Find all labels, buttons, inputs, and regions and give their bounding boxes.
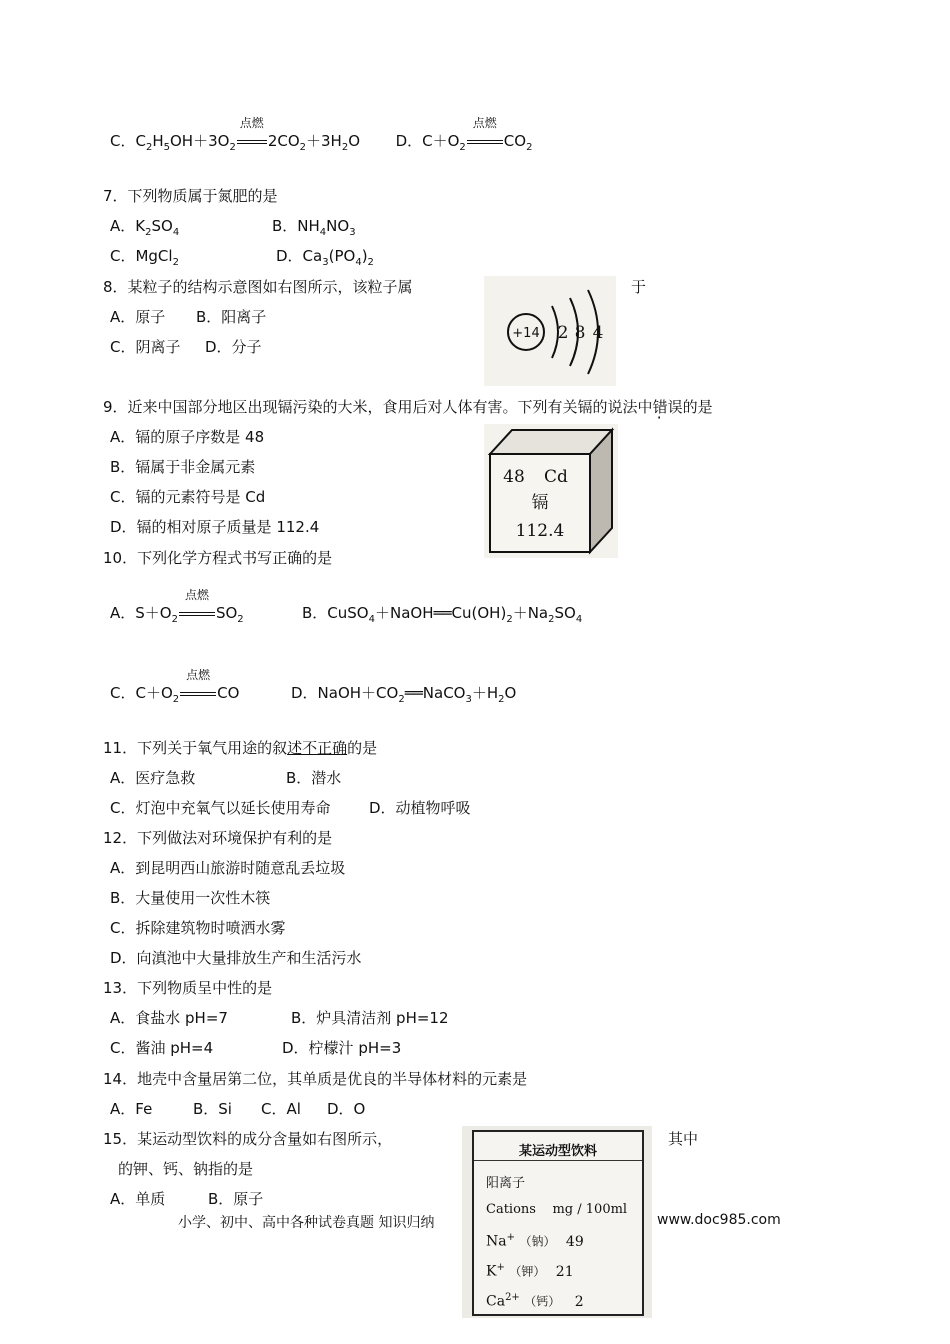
q10-option-b: B．$CuSO_4+NaOH══Cu(OH)_2+Na_2SO_4$ (302, 604, 583, 625)
q10-d-end: ＋H (471, 684, 499, 702)
q11-stem (103, 738, 377, 758)
shell-electrons-1: 2 (557, 323, 569, 343)
nucleus-charge: +14 (512, 326, 540, 341)
element-tile-svg (484, 424, 618, 558)
q10-d-post: ══NaCO (404, 684, 466, 702)
ion-symbol: Ca (486, 1293, 506, 1310)
atomic-mass: 112.4 (515, 521, 565, 541)
q10-a-arrow (178, 588, 216, 623)
drink-label-section: 阳离子 (486, 1176, 526, 1191)
q10-option-a: A．$S+O_2$ 点燃 $SO_2$ (110, 588, 244, 625)
q8-option-c: C．阴离子 (110, 338, 181, 356)
q6-d-arrow (466, 116, 504, 151)
q10-option-d: D．$NaOH+CO_2══NaCO_3+H_2O$ (291, 684, 517, 705)
q6-c-condition: 点燃 (239, 116, 264, 130)
q11-stem-emphasis: 述不正确 (287, 739, 348, 757)
q10-b-tail: SO (554, 604, 576, 622)
q15-stem-line2: 的钾、钙、钠指的是 (118, 1160, 254, 1178)
q15-option-b: B．原子 (208, 1190, 264, 1208)
cadmium-element-tile (484, 424, 618, 558)
q9-option-b: B．镉属于非金属元素 (110, 458, 256, 476)
q15-stem-tail: 其中 (668, 1130, 699, 1148)
element-name: 镉 (531, 493, 549, 513)
drink-label-row-ca (486, 1292, 584, 1310)
ion-value: 2 (574, 1293, 584, 1310)
ion-charge: + (496, 1262, 505, 1273)
q11-option-a: A．医疗急救 (110, 769, 196, 787)
q10-b-pre: B．CuSO (302, 604, 369, 622)
q6-c-arrow (236, 116, 268, 151)
drink-label-row-k (486, 1262, 574, 1280)
q8-option-a: A．原子 (110, 308, 166, 326)
q13-option-a: A．食盐水 pH=7 (110, 1009, 228, 1027)
drink-label-image (462, 1126, 652, 1318)
ion-symbol: K (486, 1263, 497, 1280)
q9-stem (103, 397, 713, 417)
q7-option-a: A．$K_2SO_4$ (110, 217, 180, 238)
q7-c-text: C．MgCl (110, 247, 173, 265)
drink-label-row-na (486, 1232, 584, 1250)
q7-option-b: B．$NH_4NO_3$ (272, 217, 356, 238)
ion-charge: + (506, 1232, 515, 1243)
drink-label-frame (472, 1130, 644, 1316)
q9-stem-post: 的是 (682, 398, 713, 416)
q9-stem-emphasis: 错误 (652, 398, 683, 416)
q12-option-d: D．向滇池中大量排放生产和生活污水 (110, 949, 362, 967)
shell-electrons-2: 8 (574, 323, 586, 343)
q8-stem: 8．某粒子的结构示意图如右图所示，该粒子属 (103, 278, 413, 296)
q8-stem-tail: 于 (631, 278, 647, 296)
q10-c-post: CO (217, 684, 240, 702)
q10-c-condition: 点燃 (186, 668, 211, 682)
q8-option-d: D．分子 (205, 338, 262, 356)
q12-stem: 12．下列做法对环境保护有利的是 (103, 829, 333, 847)
q6-d-label: D．C＋O (395, 132, 460, 150)
q14-option-a: A．Fe (110, 1100, 153, 1118)
footer-left-text: 小学、初中、高中各种试卷真题 知识归纳 (178, 1215, 435, 1231)
q14-option-d: D．O (327, 1100, 366, 1118)
ion-name: （钙） (524, 1294, 561, 1309)
q7-option-c: C．MgCl$_2$ (110, 247, 179, 268)
ion-charge: 2+ (505, 1292, 520, 1303)
atom-structure-diagram (484, 276, 616, 386)
q6-d-condition: 点燃 (472, 116, 497, 130)
q11-option-d: D．动植物呼吸 (369, 799, 471, 817)
q7-option-d: D．$Ca_3(PO_4)_2$ (276, 247, 374, 268)
ion-symbol: Na (486, 1233, 507, 1250)
atom-structure-svg (484, 276, 616, 386)
q10-d-tail: O (504, 684, 517, 702)
ion-name: （钠） (519, 1234, 556, 1249)
q10-b-end: ＋Na (512, 604, 549, 622)
atomic-number: 48 (503, 467, 525, 487)
ion-name: （钾） (509, 1264, 546, 1279)
ion-value: 49 (565, 1233, 584, 1250)
q10-a-pre: A．S＋O (110, 604, 172, 622)
q11-option-c: C．灯泡中充氧气以延长使用寿命 (110, 799, 331, 817)
q13-option-b: B．炉具清洁剂 pH=12 (291, 1009, 449, 1027)
q12-option-a: A．到昆明西山旅游时随意乱丢垃圾 (110, 859, 346, 877)
q14-option-c: C．Al (261, 1100, 301, 1118)
q6-d-product: CO (503, 132, 527, 150)
q6-options: C．$C_2H_5OH+3O_2$ 点燃 $2CO_2+3H_2O$ D．$C+O_2$ 点燃 $CO_2$ (110, 116, 533, 153)
q10-c-pre: C．C＋O (110, 684, 173, 702)
q13-option-c: C．酱油 pH=4 (110, 1039, 214, 1057)
q8-option-b: B．阳离子 (196, 308, 267, 326)
ion-value: 21 (555, 1263, 574, 1280)
q14-stem: 14．地壳中含量居第二位，其单质是优良的半导体材料的元素是 (103, 1070, 528, 1088)
q10-option-c: C．$C+O_2$ 点燃 CO (110, 668, 240, 705)
q9-option-c: C．镉的元素符号是 Cd (110, 488, 266, 506)
drink-label-units: Cations mg / 100ml (486, 1202, 628, 1217)
q10-b-mid: ＋NaOH══Cu(OH) (374, 604, 507, 622)
footer-website: www.doc985.com (657, 1212, 781, 1228)
q10-a-post: SO (215, 604, 238, 622)
q12-option-c: C．拆除建筑物时喷洒水雾 (110, 919, 286, 937)
q6-c-product: 2CO (267, 132, 300, 150)
q11-stem-pre: 11．下列关于氧气用途的叙 (103, 739, 288, 757)
element-symbol: Cd (544, 467, 568, 487)
q11-option-b: B．潜水 (286, 769, 342, 787)
q15-stem: 15．某运动型饮料的成分含量如右图所示， (103, 1130, 393, 1148)
q10-c-arrow (179, 668, 217, 703)
q10-stem: 10．下列化学方程式书写正确的是 (103, 549, 333, 567)
q6-c-label: C． (110, 132, 136, 150)
q14-option-b: B．Si (193, 1100, 232, 1118)
q10-a-condition: 点燃 (184, 588, 209, 602)
q7-stem: 7．下列物质属于氮肥的是 (103, 187, 278, 205)
q15-option-a: A．单质 (110, 1190, 166, 1208)
q9-option-a: A．镉的原子序数是 48 (110, 428, 265, 446)
q10-d-pre: D．NaOH＋CO (291, 684, 399, 702)
q11-stem-post: 的是 (347, 739, 378, 757)
q9-option-d: D．镉的相对原子质量是 112.4 (110, 518, 320, 536)
q7-b-text: B．NH (272, 217, 320, 235)
shell-electrons-3: 4 (592, 323, 604, 343)
q9-stem-pre: 9．近来中国部分地区出现镉污染的大米，食用后对人体有害。下列有关镉的说法中 (103, 398, 653, 416)
q7-a-text: A．K (110, 217, 146, 235)
drink-label-title: 某运动型饮料 (518, 1144, 597, 1159)
q7-d-text: D．Ca (276, 247, 323, 265)
q12-option-b: B．大量使用一次性木筷 (110, 889, 271, 907)
q13-option-d: D．柠檬汁 pH=3 (282, 1039, 402, 1057)
q13-stem: 13．下列物质呈中性的是 (103, 979, 273, 997)
